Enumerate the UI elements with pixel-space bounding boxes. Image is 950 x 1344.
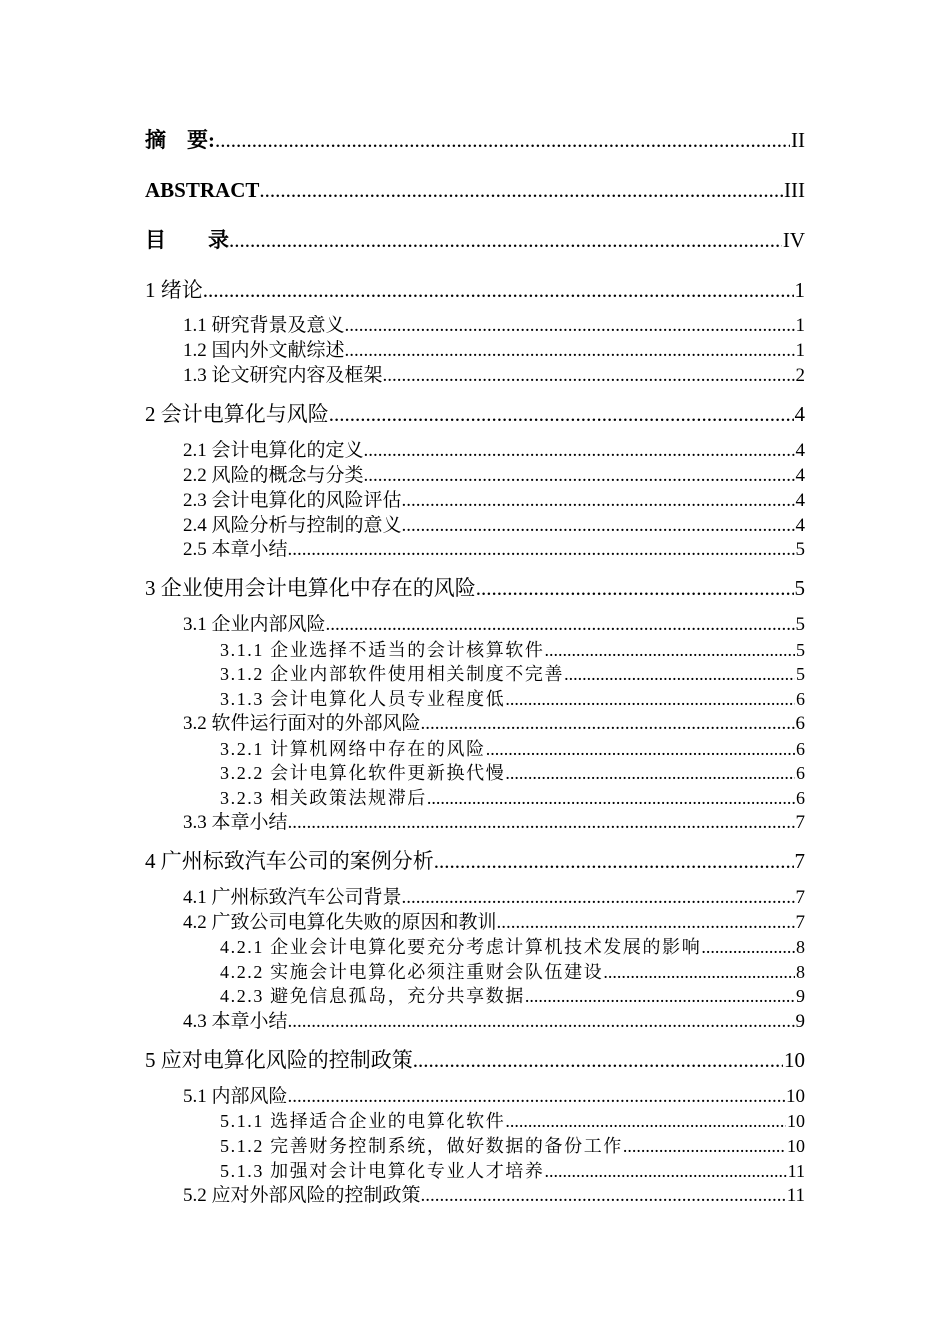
- toc-page-number: IV: [782, 228, 805, 252]
- toc-entry-subsection[interactable]: [220, 763, 805, 784]
- toc-page-number: 4: [795, 490, 805, 511]
- toc-page-number: 8: [796, 937, 805, 957]
- toc-entry-title: 2.2 风险的概念与分类: [183, 465, 364, 486]
- toc-page-number: 4: [794, 402, 805, 426]
- toc-entry-title: 5.1 内部风险: [183, 1086, 288, 1107]
- toc-entry-section[interactable]: [183, 812, 805, 834]
- toc-entry-title: 3.1.2 企业内部软件使用相关制度不完善: [220, 664, 565, 684]
- toc-dot-leader: [259, 178, 783, 202]
- toc-page-number: 7: [794, 849, 805, 873]
- toc-page-number: 9: [795, 1011, 805, 1032]
- toc-dot-leader: [476, 576, 794, 600]
- toc-entry-title: 5.1.3 加强对会计电算化专业人才培养: [220, 1161, 545, 1181]
- toc-dot-leader: [505, 1111, 786, 1132]
- toc-entry-section[interactable]: [183, 340, 805, 362]
- toc-entry-subsection[interactable]: [220, 962, 805, 983]
- toc-page-number: 8: [796, 962, 805, 982]
- toc-dot-leader: [288, 812, 795, 834]
- toc-entry-chapter-3[interactable]: [145, 576, 805, 600]
- toc-entry-section[interactable]: [183, 713, 805, 735]
- toc-page-number: 5: [796, 640, 805, 660]
- toc-page-number: 4: [795, 515, 805, 536]
- toc-page-number: 10: [787, 1136, 805, 1156]
- toc-entry-subsection[interactable]: [220, 1161, 805, 1182]
- toc-page-number: 7: [795, 912, 805, 933]
- toc-dot-leader: [326, 614, 795, 636]
- toc-dot-leader: [402, 490, 795, 512]
- toc-entry-contents[interactable]: [145, 228, 805, 252]
- toc-dot-leader: [505, 763, 795, 784]
- toc-entry-title: 5 应对电算化风险的控制政策: [145, 1048, 413, 1072]
- toc-entry-title: 4.2 广致公司电算化失败的原因和教训: [183, 912, 497, 933]
- toc-entry-subsection[interactable]: [220, 937, 805, 958]
- toc-page-number: 1: [795, 340, 805, 361]
- toc-page-number: 6: [796, 739, 805, 759]
- toc-entry-title: 4.2.2 实施会计电算化必须注重财会队伍建设: [220, 962, 604, 982]
- toc-page-number: 6: [796, 763, 805, 783]
- toc-entry-section[interactable]: [183, 490, 805, 512]
- toc-entry-subsection[interactable]: [220, 1111, 805, 1132]
- toc-entry-subsection[interactable]: [220, 689, 805, 710]
- toc-entry-title: 5.2 应对外部风险的控制政策: [183, 1185, 421, 1206]
- toc-dot-leader: [215, 128, 790, 152]
- toc-dot-leader: [421, 713, 795, 735]
- toc-page-number: 6: [796, 788, 805, 808]
- toc-entry-title: 3.1.1 企业选择不适当的会计核算软件: [220, 640, 545, 660]
- toc-entry-subsection[interactable]: [220, 739, 805, 760]
- toc-dot-leader: [623, 1136, 786, 1157]
- toc-entry-title: 4.2.1 企业会计电算化要充分考虑计算机技术发展的影响: [220, 937, 702, 957]
- toc-entry-title: 3.2.2 会计电算化软件更新换代慢: [220, 763, 506, 783]
- toc-page-number: 1: [794, 278, 805, 302]
- toc-page-number: 5: [796, 664, 805, 684]
- toc-entry-title: 1.2 国内外文献综述: [183, 340, 345, 361]
- toc-dot-leader: [288, 1086, 785, 1108]
- toc-dot-leader: [427, 788, 795, 809]
- toc-entry-subsection[interactable]: [220, 986, 805, 1007]
- toc-page-number: 6: [796, 689, 805, 709]
- toc-dot-leader: [402, 887, 795, 909]
- toc-entry-title: 5.1.1 选择适合企业的电算化软件: [220, 1111, 506, 1131]
- toc-page-number: 1: [795, 315, 805, 336]
- toc-entry-section[interactable]: [183, 539, 805, 561]
- toc-page-number: III: [784, 178, 805, 202]
- toc-entry-title: 4.2.3 避免信息孤岛，充分共享数据: [220, 986, 525, 1006]
- toc-dot-leader: [701, 937, 795, 958]
- toc-dot-leader: [203, 278, 794, 302]
- toc-page-number: 4: [795, 440, 805, 461]
- toc-dot-leader: [564, 664, 795, 685]
- toc-entry-section[interactable]: [183, 1011, 805, 1033]
- toc-page-number: 7: [795, 887, 805, 908]
- toc-dot-leader: [505, 689, 795, 710]
- toc-entry-title: 3 企业使用会计电算化中存在的风险: [145, 576, 476, 600]
- toc-entry-title: 3.2.1 计算机网络中存在的风险: [220, 739, 486, 759]
- toc-page-number: 5: [794, 576, 805, 600]
- toc-entry-chapter-4[interactable]: [145, 849, 805, 873]
- toc-page-number: 7: [795, 812, 805, 833]
- toc-page-number: 10: [784, 1048, 805, 1072]
- toc-entry-chapter-1[interactable]: [145, 278, 805, 302]
- toc-page-number: 9: [796, 986, 805, 1006]
- toc-entry-section[interactable]: [183, 440, 805, 462]
- toc-entry-chapter-5[interactable]: [145, 1048, 805, 1072]
- toc-entry-title: 3.1.3 会计电算化人员专业程度低: [220, 689, 506, 709]
- toc-page-number: 11: [786, 1185, 805, 1206]
- toc-entry-title: 4.3 本章小结: [183, 1011, 288, 1032]
- toc-entry-title: 5.1.2 完善财务控制系统，做好数据的备份工作: [220, 1136, 623, 1156]
- toc-dot-leader: [486, 739, 795, 760]
- toc-entry-section[interactable]: [183, 887, 805, 909]
- toc-page-number: 5: [795, 614, 805, 635]
- toc-entry-section[interactable]: [183, 365, 805, 387]
- toc-entry-section[interactable]: [183, 912, 805, 934]
- toc-dot-leader: [364, 465, 795, 487]
- toc-page-number: 5: [795, 539, 805, 560]
- toc-page-number: 10: [787, 1111, 805, 1131]
- toc-dot-leader: [413, 1048, 783, 1072]
- toc-entry-abstract-en[interactable]: [145, 178, 805, 202]
- toc-entry-subsection[interactable]: [220, 788, 805, 809]
- toc-entry-title: 3.2.3 相关政策法规滞后: [220, 788, 427, 808]
- toc-entry-title: 1 绪论: [145, 278, 203, 302]
- toc-dot-leader: [364, 440, 795, 462]
- toc-dot-leader: [383, 365, 795, 387]
- toc-entry-title: 2.3 会计电算化的风险评估: [183, 490, 402, 511]
- toc-dot-leader: [497, 912, 795, 934]
- toc-page-number: 11: [787, 1161, 805, 1181]
- toc-entry-title: 3.1 企业内部风险: [183, 614, 326, 635]
- toc-entry-title: 2 会计电算化与风险: [145, 402, 329, 426]
- toc-entry-subsection[interactable]: [220, 664, 805, 685]
- toc-entry-section[interactable]: [183, 315, 805, 337]
- toc-entry-title: 3.3 本章小结: [183, 812, 288, 833]
- toc-dot-leader: [525, 986, 795, 1007]
- toc-entry-section[interactable]: [183, 614, 805, 636]
- toc-dot-leader: [434, 849, 794, 873]
- toc-dot-leader: [545, 1161, 787, 1182]
- toc-dot-leader: [545, 640, 796, 661]
- toc-page-number: 2: [795, 365, 805, 386]
- toc-dot-leader: [345, 340, 795, 362]
- toc-entry-chapter-2[interactable]: [145, 402, 805, 426]
- toc-entry-section[interactable]: [183, 1185, 805, 1207]
- toc-page-number: II: [791, 128, 805, 152]
- toc-page-number: 6: [795, 713, 805, 734]
- toc-entry-title: 1.3 论文研究内容及框架: [183, 365, 383, 386]
- toc-entry-section[interactable]: [183, 1086, 805, 1108]
- toc-entry-title: 4.1 广州标致汽车公司背景: [183, 887, 402, 908]
- toc-entry-title: 2.1 会计电算化的定义: [183, 440, 364, 461]
- toc-entry-abstract-cn[interactable]: [145, 128, 805, 152]
- toc-page-number: 4: [795, 465, 805, 486]
- toc-dot-leader: [421, 1185, 786, 1207]
- toc-entry-title: ABSTRACT: [145, 178, 260, 202]
- toc-page-number: 10: [786, 1086, 805, 1107]
- toc-dot-leader: [603, 962, 795, 983]
- toc-entry-title: 3.2 软件运行面对的外部风险: [183, 713, 421, 734]
- toc-entry-title: 目 录: [145, 228, 229, 252]
- toc-dot-leader: [345, 315, 795, 337]
- toc-entry-title: 2.5 本章小结: [183, 539, 288, 560]
- toc-entry-title: 1.1 研究背景及意义: [183, 315, 345, 336]
- toc-dot-leader: [288, 1011, 795, 1033]
- toc-dot-leader: [288, 539, 795, 561]
- toc-entry-section[interactable]: [183, 515, 805, 537]
- toc-entry-title: 摘 要:: [145, 128, 215, 152]
- toc-entry-title: 2.4 风险分析与控制的意义: [183, 515, 402, 536]
- toc-dot-leader: [402, 515, 795, 537]
- toc-entry-section[interactable]: [183, 465, 805, 487]
- toc-entry-subsection[interactable]: [220, 640, 805, 661]
- toc-entry-title: 4 广州标致汽车公司的案例分析: [145, 849, 434, 873]
- toc-entry-subsection[interactable]: [220, 1136, 805, 1157]
- toc-dot-leader: [329, 402, 794, 426]
- toc-dot-leader: [229, 228, 782, 252]
